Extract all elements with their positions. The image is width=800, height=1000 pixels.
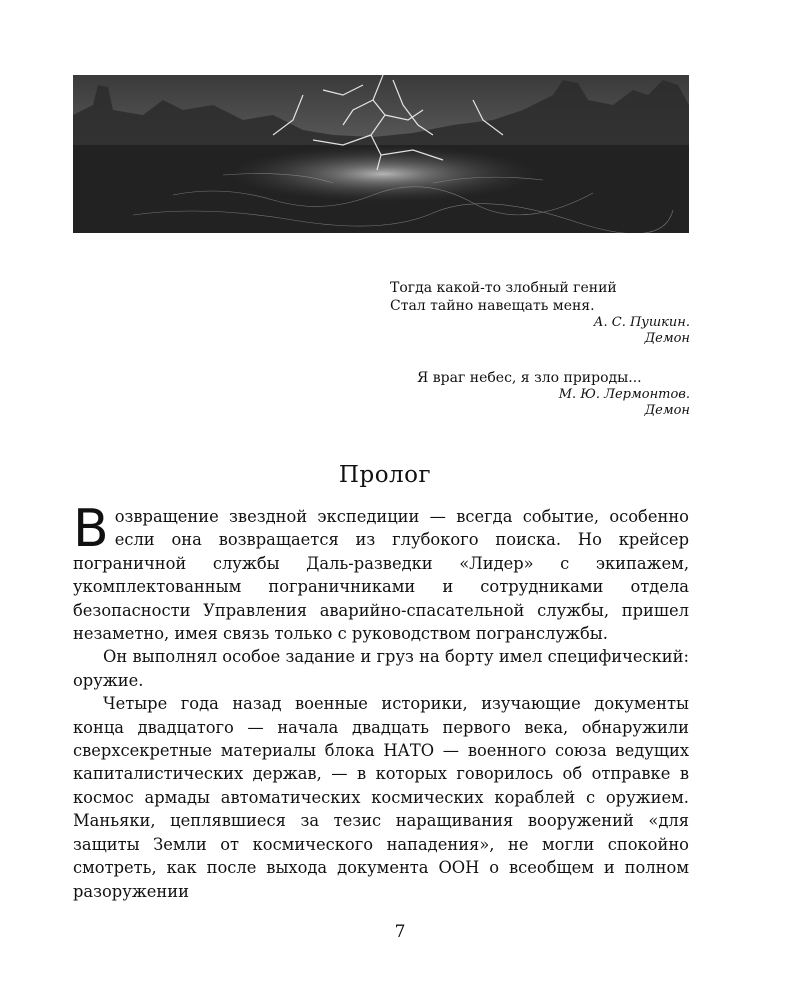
epigraph-lermontov: [380, 369, 690, 419]
paragraph: Четыре года назад военные историки, изучающие документы конца двадцатого — начала двадцать первого века, обнаружили сверхсекретные материалы блока НАТО — военного союза ведущих капиталистических держав, — в которых говорилось об отправке в космос армады автоматических космических кораблей с оружием. Маньяки, цеплявшиеся за тезис наращивания вооружений «для защиты Земли от космического нападения», не могли спокойно смотреть, как после выхода документа ООН о всеобщем и полном разоружении: [73, 694, 689, 901]
epigraph-author: М. Ю. Лермонтов.: [558, 387, 690, 402]
epigraph-line: Тогда какой-то злобный гений: [390, 280, 617, 296]
paragraph: [73, 499, 689, 645]
epigraph-line: Я враг небес, я зло природы...: [417, 370, 642, 386]
chapter-title: Пролог: [338, 462, 432, 488]
epigraph-work: Демон: [644, 403, 690, 418]
paragraph-text: озвращение звездной экспедиции — всегда событие, особенно если она возвращается из глубокого поиска. Но крейсер пограничной службы Даль-разведки «Лидер» с экипажем, укомплектованным пограничниками и сотрудниками отдела безопасности Управления аварийно-спасательной службы, пришел незаметно, имея связь только с руководством погранслужбы.: [73, 507, 689, 644]
page-number: 7: [394, 922, 406, 942]
epigraphs: [380, 279, 690, 441]
epigraph-author: А. С. Пушкин.: [593, 315, 690, 330]
epigraph-work: Демон: [644, 331, 690, 346]
chapter-body: [73, 499, 689, 903]
paragraph: Он выполнял особое задание и груз на борту имел специфический: оружие.: [73, 647, 689, 690]
chapter-illustration: [73, 75, 689, 233]
epigraph-line: Стал тайно навещать меня.: [390, 298, 595, 314]
dropcap: В: [73, 499, 109, 559]
epigraph-pushkin: [380, 279, 690, 347]
